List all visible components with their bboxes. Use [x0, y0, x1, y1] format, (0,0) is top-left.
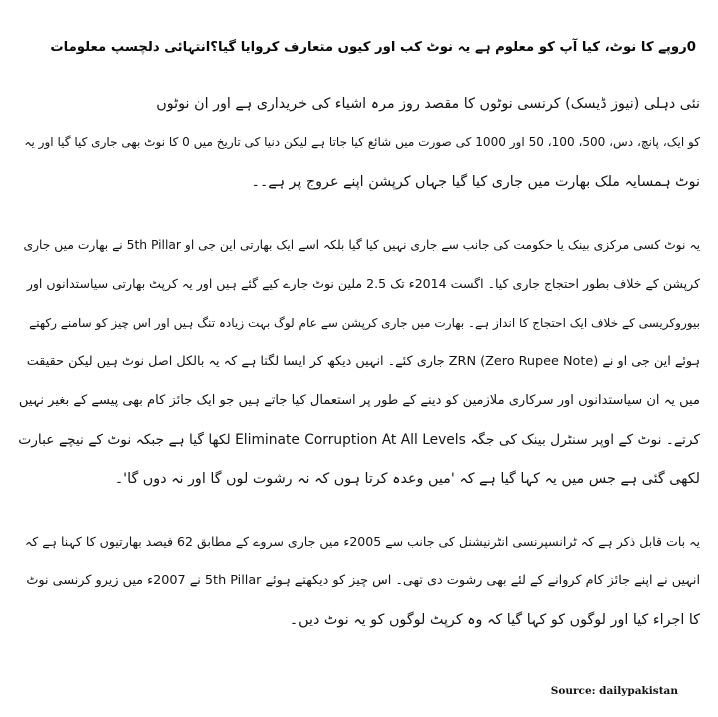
paragraph-3-line-1: یہ بات قابل ذکر ہے کہ ٹرانسپرنسی انٹرنیشنل کی جانب سے 2005ء میں جاری سروے کے مطابق 62 فیصد بھارتیوں کا کہنا ہے کہ: [24, 534, 700, 549]
source-credit: Source: dailypakistan: [550, 685, 678, 697]
paragraph-1-line-1: نئی دہلی (نیوز ڈیسک) کرنسی نوٹوں کا مقصد روز مرہ اشیاء کی خریداری ہے اور ان نوٹوں: [156, 96, 700, 112]
paragraph-2-line-3: بیوروکریسی کے خلاف ایک احتجاج کا انداز ہے۔ بھارت میں جاری کرپشن سے عام لوگ بہت زیادہ تنگ ہیں اور اس چیز کو سامنے رکھتے: [29, 316, 700, 330]
paragraph-3-line-2: انہیں نے اپنے جائز کام کروانے کے لئے بھی رشوت دی تھی۔ اس چیز کو دیکھتے ہوئے 5th Pillar نے 2007ء میں زیرو کرنسی نوٹ: [26, 573, 700, 588]
paragraph-1-line-3: نوٹ ہمسایہ ملک بھارت میں جاری کیا گیا جہاں کرپشن اپنے عروج پر ہے۔۔: [251, 174, 700, 190]
paragraph-2-line-2: کرپشن کے خلاف بطور احتجاج جاری کیا۔ اگست 2014ء تک 2.5 ملین نوٹ جارے کیے گئے ہیں اور یہ کرپٹ بھارتی سیاستدانوں اور: [26, 276, 700, 291]
paragraph-1-line-2: کو ایک، پانچ، دس، 500، 100، 50 اور 1000 کی صورت میں شائع کیا جاتا ہے لیکن دنیا کی تاریخ میں 0 کا نوٹ بھی جاری کیا گیا اور یہ: [24, 135, 700, 149]
paragraph-2-line-7: لکھی گئی ہے جس میں یہ کہا گیا ہے کہ 'میں وعدہ کرتا ہوں کہ نہ رشوت لوں گا اور نہ دوں گا'۔: [114, 471, 700, 487]
paragraph-3-line-3: کا اجراء کیا اور لوگوں کو کہا گیا کہ وہ کرپٹ لوگوں کو یہ نوٹ دیں۔: [289, 612, 700, 628]
paragraph-2-line-5: میں یہ ان سیاستدانوں اور سرکاری ملازمین کو دینے کے طور پر استعمال کیا جاتے ہیں جو ایک جائز کام بھی پیسے کے بغیر نہیں: [18, 393, 700, 408]
paragraph-2-line-6: کرتے۔ نوٹ کے اوپر سنٹرل بینک کی جگہ Eliminate Corruption At All Levels لکھا گیا ہے جبکہ نوٹ کے نیچے عبارت: [18, 432, 700, 448]
article-headline: 0روپے کا نوٹ، کیا آپ کو معلوم ہے یہ نوٹ کب اور کیوں متعارف کروایا گیا؟انتہائی دلچسپ معلومات: [50, 40, 696, 55]
paragraph-2-line-4: ہوئے این جی او نے ZRN (Zero Rupee Note) جاری کئے۔ انہیں دیکھ کر ایسا لگتا ہے کہ یہ بالکل اصل نوٹ ہیں لیکن حقیقت: [26, 354, 700, 369]
paragraph-2-line-1: یہ نوٹ کسی مرکزی بینک یا حکومت کی جانب سے جاری نہیں کیا گیا بلکہ اسے ایک بھارتی این جی او 5th Pillar نے بھارت میں جاری: [23, 238, 700, 252]
